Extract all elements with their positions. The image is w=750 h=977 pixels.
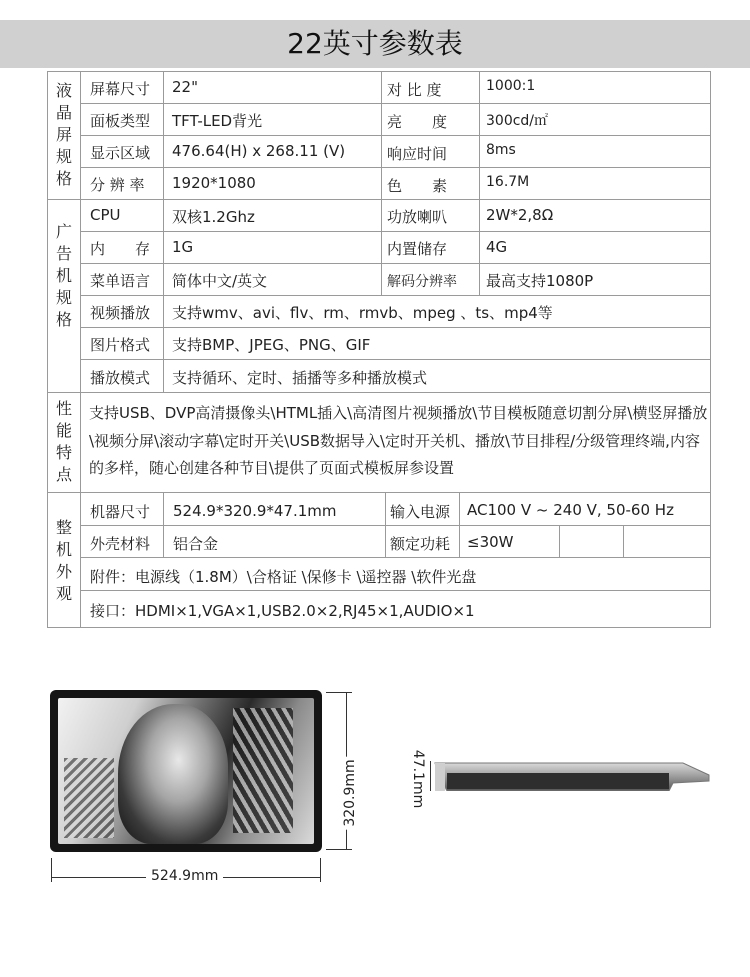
spec-value: 支持wmv、avi、flv、rm、rmvb、mpeg 、ts、mp4等 [172, 304, 553, 322]
spec-value: TFT-LED背光 [172, 112, 263, 130]
spec-value: 1920*1080 [172, 174, 256, 192]
beads-pattern [233, 708, 293, 833]
spec-label: 面板类型 [90, 112, 151, 130]
spec-value: 支持BMP、JPEG、PNG、GIF [172, 336, 371, 354]
spec-label: 机器尺寸 [90, 503, 151, 521]
spec-label: 功放喇叭 [387, 208, 448, 226]
spec-label: 额定功耗 [390, 535, 451, 553]
screen-photo [58, 698, 314, 844]
spec-table [47, 71, 711, 628]
spec-label: 亮 度 [387, 113, 448, 131]
spec-value: 476.64(H) x 268.11 (V) [172, 142, 346, 160]
spec-value: 最高支持1080P [486, 272, 594, 290]
page-title: 22英寸参数表 [0, 20, 750, 68]
dimension-tick [326, 692, 352, 693]
depth-dimension-label: 47.1mm [410, 749, 426, 809]
dimension-tick [326, 849, 352, 850]
spec-value: 简体中文/英文 [172, 272, 268, 290]
spec-value: 4G [486, 238, 508, 256]
spec-value: 22" [172, 78, 198, 96]
spec-label: 色 素 [387, 177, 448, 195]
col-divider [459, 492, 460, 558]
width-dimension-label: 524.9mm [146, 868, 223, 884]
spec-value: 1000:1 [486, 78, 536, 94]
spec-value: 铝合金 [173, 535, 219, 553]
dimension-tick [51, 858, 52, 882]
spec-label: 播放模式 [90, 369, 151, 387]
spec-label: 内 存 [90, 240, 151, 258]
spec-value: ≤30W [467, 533, 514, 551]
front-view-image [50, 690, 322, 852]
spec-value: 8ms [486, 142, 516, 158]
dimension-tick [320, 858, 321, 882]
spec-label: 分 辨 率 [90, 176, 145, 194]
group-label-features: 性能特点 [55, 399, 72, 484]
side-profile-svg [433, 761, 710, 791]
spec-label: 外壳材料 [90, 535, 151, 553]
features-text: 支持USB、DVP高清摄像头\HTML插入\高清图片视频播放\节目模板随意切割分屏\横竖屏播放\视频分屏\滚动字幕\定时开关\USB数据导入\定时开关机、播放\节目排程/分级管理终端,内容的多样，随心创建各种节目\提供了页面式模板屏参设置 [89, 404, 708, 477]
spec-value: 524.9*320.9*47.1mm [173, 502, 337, 520]
spec-label: 输入电源 [390, 503, 451, 521]
col-divider [559, 525, 560, 558]
group-label-lcd: 液晶屏规格 [55, 81, 72, 188]
spec-value: 支持循环、定时、插播等多种播放模式 [172, 369, 428, 387]
spec-label: 解码分辨率 [387, 274, 457, 290]
group-label-machine: 整机外观 [55, 518, 72, 603]
col-divider [381, 71, 382, 296]
col-divider [479, 71, 480, 296]
ports-text: 接口：HDMI×1,VGA×1,USB2.0×2,RJ45×1,AUDIO×1 [90, 602, 475, 620]
accessories-text: 附件：电源线（1.8M）\合格证 \保修卡 \遥控器 \软件光盘 [90, 568, 477, 586]
spec-label: 对 比 度 [387, 81, 442, 99]
spec-label: 屏幕尺寸 [90, 80, 151, 98]
spec-value: 1G [172, 238, 194, 256]
spec-value: 双核1.2Ghz [172, 208, 255, 226]
col-divider [385, 492, 386, 558]
col-divider [163, 71, 164, 393]
spec-value: 16.7M [486, 174, 530, 190]
height-dimension-label: 320.9mm [342, 756, 358, 829]
depth-dimension-line [430, 761, 431, 791]
spec-label: 响应时间 [387, 145, 448, 163]
group-label-ad: 广告机规格 [55, 222, 72, 329]
spec-label: CPU [90, 206, 121, 224]
portrait-shape [118, 704, 228, 844]
col-divider [163, 492, 164, 558]
side-view-image [433, 761, 710, 791]
col-divider [623, 525, 624, 558]
spec-label: 内置储存 [387, 240, 448, 258]
lace-pattern [64, 758, 114, 838]
spec-value: 2W*2,8Ω [486, 206, 554, 224]
spec-value: 300cd/㎡ [486, 113, 549, 129]
spec-label: 菜单语言 [90, 272, 151, 290]
spec-label: 图片格式 [90, 336, 151, 354]
spec-label: 视频播放 [90, 304, 151, 322]
spec-value: AC100 V ~ 240 V, 50-60 Hz [467, 501, 674, 519]
spec-label: 显示区域 [90, 144, 151, 162]
